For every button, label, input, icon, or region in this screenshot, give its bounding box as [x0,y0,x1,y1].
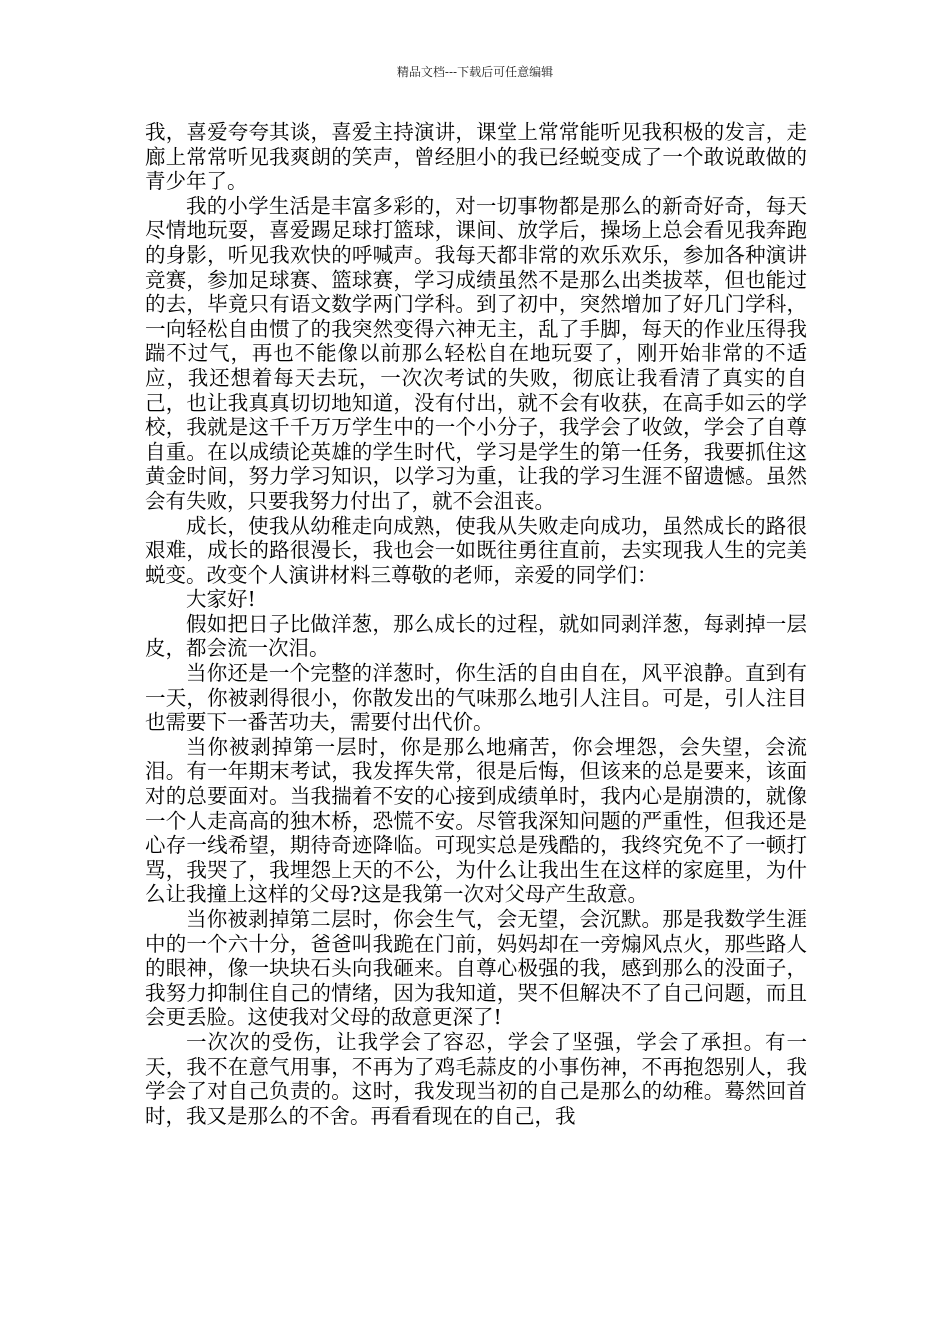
document-body [145,120,807,1128]
paragraph: 一次次的受伤，让我学会了容忍，学会了坚强，学会了承担。有一天，我不在意气用事，不再为了鸡毛蒜皮的小事伤神，不再抱怨别人，我学会了对自己负责的。这时，我发现当初的自己是那么的幼稚。蓦然回首时，我又是那么的不舍。再看看现在的自己，我 [145,1029,807,1128]
paragraph: 当你还是一个完整的洋葱时，你生活的自由自在，风平浪静。直到有一天，你被剥得很小，你散发出的气味那么地引人注目。可是，引人注目也需要下一番苦功夫，需要付出代价。 [145,661,807,735]
paragraph: 成长，使我从幼稚走向成熟，使我从失败走向成功，虽然成长的路很艰难，成长的路很漫长，我也会一如既往勇往直前，去实现我人生的完美蜕变。改变个人演讲材料三尊敬的老师，亲爱的同学们： [145,513,807,587]
paragraph: 我，喜爱夸夸其谈，喜爱主持演讲，课堂上常常能听见我积极的发言，走廊上常常听见我爽朗的笑声，曾经胆小的我已经蜕变成了一个敢说敢做的青少年了。 [145,120,807,194]
paragraph-greeting: 大家好! [186,587,256,612]
paragraph: 我的小学生活是丰富多彩的，对一切事物都是那么的新奇好奇，每天尽情地玩耍，喜爱踢足球打篮球，课间、放学后，操场上总会看见我奔跑的身影，听见我欢快的呼喊声。我每天都非常的欢乐欢乐，参加各种演讲竞赛，参加足球赛、篮球赛，学习成绩虽然不是那么出类拔萃，但也能过的去，毕竟只有语文数学两门学科。到了初中，突然增加了好几门学科，一向轻松自由惯了的我突然变得六神无主，乱了手脚，每天的作业压得我踹不过气，再也不能像以前那么轻松自在地玩耍了，刚开始非常的不适应，我还想着每天去玩，一次次考试的失败，彻底让我看清了真实的自己，也让我真真切切地知道，没有付出，就不会有收获，在高手如云的学校，我就是这千千万万学生中的一个小分子，我学会了收敛，学会了自尊自重。在以成绩论英雄的学生时代，学习是学生的第一任务，我要抓住这黄金时间，努力学习知识，以学习为重，让我的学习生涯不留遗憾。虽然会有失败，只要我努力付出了，就不会沮丧。 [145,193,807,513]
paragraph: 假如把日子比做洋葱，那么成长的过程，就如同剥洋葱，每剥掉一层皮，都会流一次泪。 [145,611,807,661]
paragraph: 当你被剥掉第一层时，你是那么地痛苦，你会埋怨，会失望，会流泪。有一年期末考试，我发挥失常，很是后悔，但该来的总是要来，该面对的总要面对。当我揣着不安的心接到成绩单时，我内心是崩溃的，就像一个人走高高的独木桥，恐慌不安。尽管我深知问题的严重性，但我还是心存一线希望，期待奇迹降临。可现实总是残酷的，我终究免不了一顿打骂，我哭了，我埋怨上天的不公，为什么让我出生在这样的家庭里，为什么让我撞上这样的父母?这是我第一次对父母产生敌意。 [145,734,807,907]
paragraph: 当你被剥掉第二层时，你会生气，会无望，会沉默。那是我数学生涯中的一个六十分，爸爸叫我跪在门前，妈妈却在一旁煽风点火，那些路人的眼神，像一块块石头向我砸来。自尊心极强的我，感到那么的没面子，我努力抑制住自己的情绪，因为我知道，哭不但解决不了自己问题，而且会更丢脸。这使我对父母的敌意更深了! [145,907,807,1030]
page-header: 精品文档---下载后可任意编辑 [396,65,554,79]
